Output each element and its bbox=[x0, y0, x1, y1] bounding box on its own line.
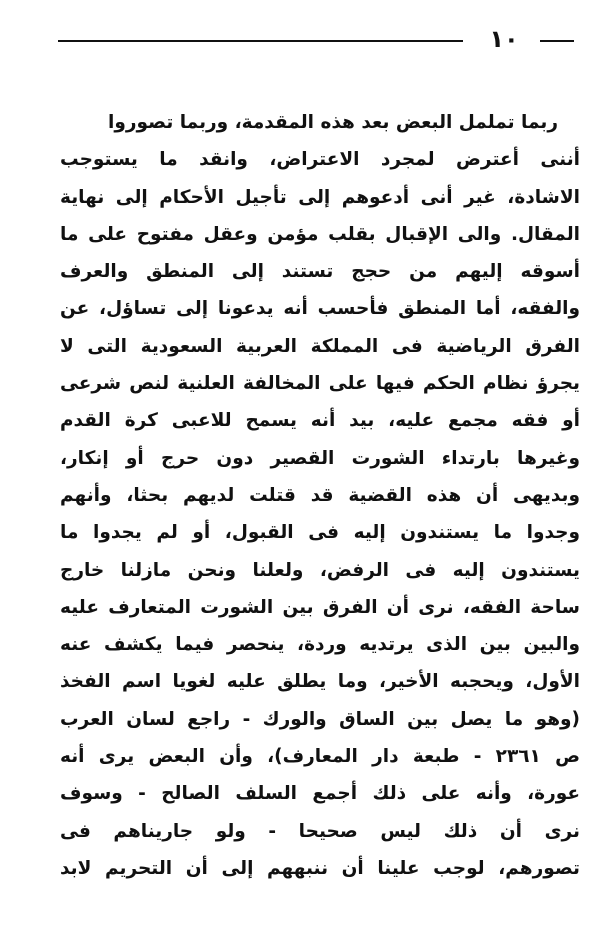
page-header bbox=[58, 22, 574, 56]
text-line: أننى أعترض لمجرد الاعتراض، وانقد ما يستوجب bbox=[60, 149, 580, 171]
header-rule-long bbox=[58, 40, 463, 42]
text-line: وغيرها بارتداء الشورت القصير دون حرج أو إنكار، bbox=[60, 447, 580, 469]
text-line: ربما تململ البعض بعد هذه المقدمة، وربما تصوروا bbox=[108, 112, 558, 133]
text-line: ساحة الفقه، نرى أن الفرق بين الشورت المتعارف عليه bbox=[60, 596, 580, 618]
text-line: عورة، وأنه على ذلك أجمع السلف الصالح - وسوف bbox=[60, 783, 580, 805]
text-line: (وهو ما يصل بين الساق والورك - راجع لسان العرب bbox=[60, 708, 580, 730]
text-line: نرى أن ذلك ليس صحيحا - ولو جاريناهم فى bbox=[60, 820, 580, 842]
body-text bbox=[60, 104, 580, 887]
page-number: ١٠ bbox=[489, 25, 519, 53]
text-line: يجرؤ نظام الحكم فيها على المخالفة العلنية لنص شرعى bbox=[60, 373, 580, 395]
text-line: الفرق الرياضية فى المملكة العربية السعودية التى لا bbox=[60, 335, 580, 357]
text-line: وجدوا ما يستندون إليه فى القبول، أو لم يجدوا ما bbox=[60, 522, 580, 544]
text-line: ص ٢٣٦١ - طبعة دار المعارف)، وأن البعض يرى أنه bbox=[60, 746, 580, 768]
text-line: أسوقه إليهم من حجج تستند إلى المنطق والعرف bbox=[60, 261, 580, 283]
header-rule-short bbox=[540, 40, 574, 42]
text-line: الأول، ويحجبه الأخير، وما يطلق عليه لغويا اسم الفخذ bbox=[60, 671, 580, 693]
text-line: تصورهم، لوجب علينا أن ننبههم إلى أن التحريم لابد bbox=[60, 857, 580, 879]
text-line: والفقه، أما المنطق فأحسب أنه يدعونا إلى تساؤل، عن bbox=[60, 298, 580, 320]
text-line: المقال. والى الإقبال بقلب مؤمن وعقل مفتوح على ما bbox=[60, 223, 580, 245]
text-line: والبين بين الذى يرتديه وردة، ينحصر فيما يكشف عنه bbox=[60, 634, 580, 656]
text-line: يستندون إليه فى الرفض، ولعلنا ونحن مازلنا خارج bbox=[60, 559, 580, 581]
text-line: أو فقه مجمع عليه، بيد أنه يسمح للاعبى كرة القدم bbox=[60, 410, 580, 432]
text-line: الاشادة، غير أنى أدعوهم إلى تأجيل الأحكام إلى نهاية bbox=[60, 186, 580, 208]
text-line: وبديهى أن هذه القضية قد قتلت لديهم بحثا، وأنهم bbox=[60, 484, 580, 506]
